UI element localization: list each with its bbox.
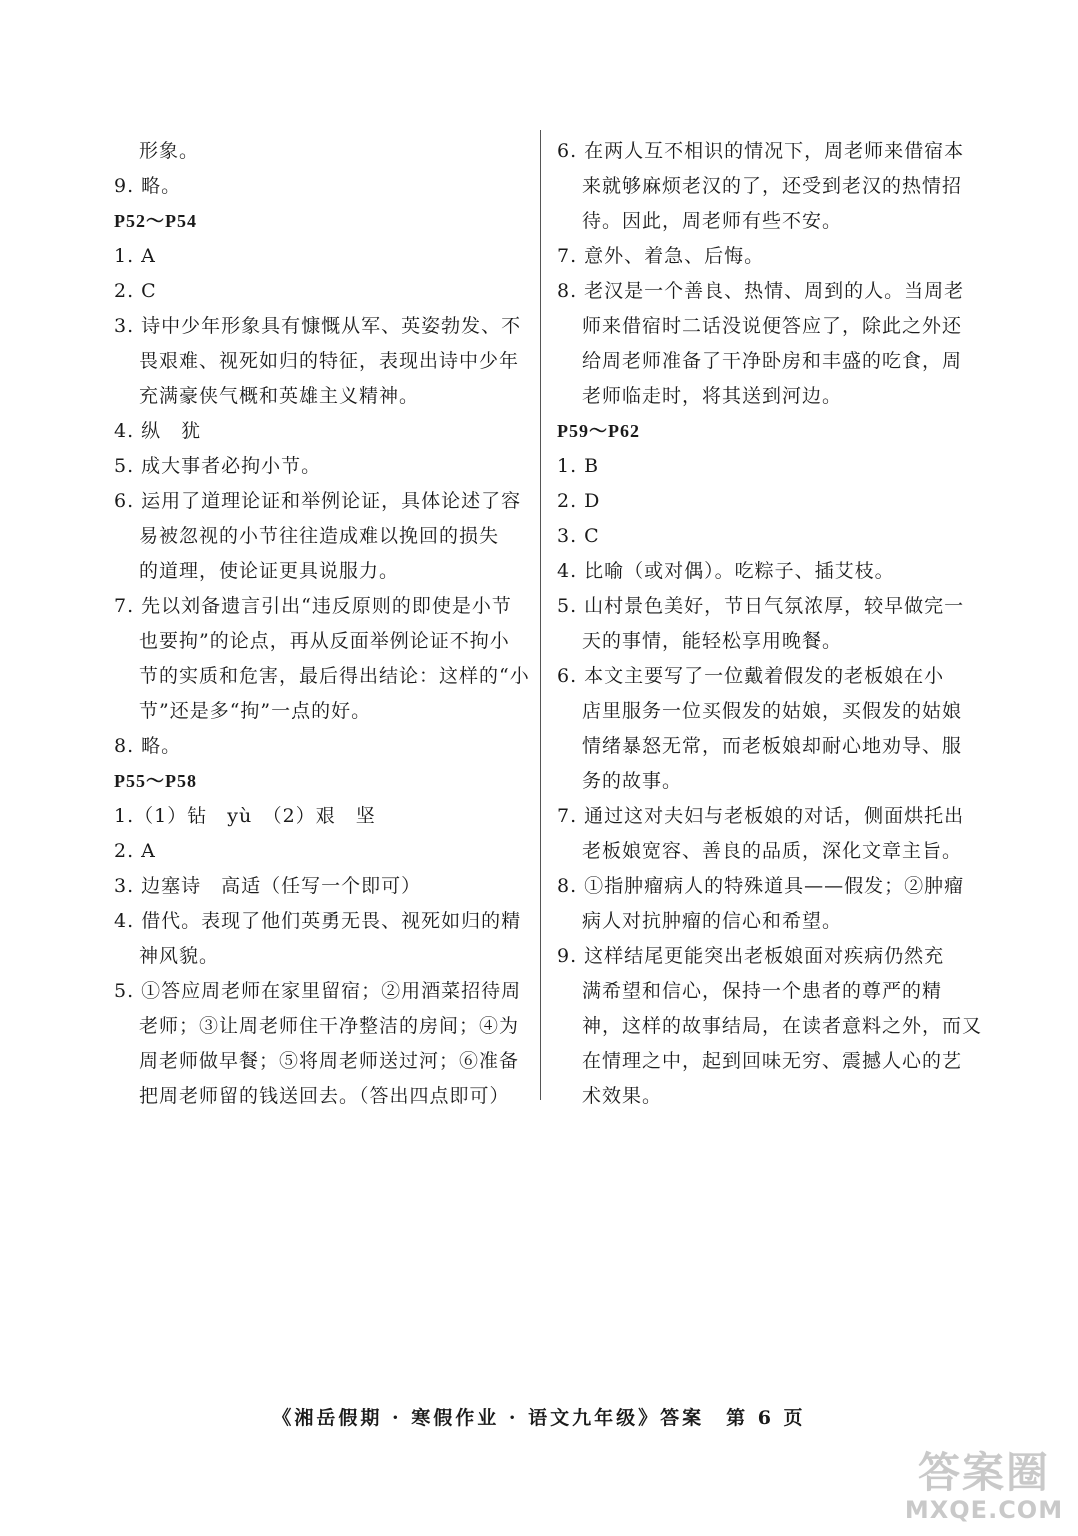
answer-line: 神风貌。 [139, 945, 220, 967]
answer-line: 形象。 [139, 140, 200, 162]
answer-line: 老师临走时，将其送到河边。 [582, 385, 843, 407]
answer-line: 待。因此，周老师有些不安。 [582, 210, 843, 232]
answer-line: 给周老师准备了干净卧房和丰盛的吃食，周 [582, 350, 963, 372]
answer-line: 的道理，使论证更具说服力。 [139, 560, 400, 582]
answer-line: 2. C [114, 280, 157, 302]
answer-line: 畏艰难、视死如归的特征，表现出诗中少年 [139, 350, 520, 372]
answer-line: 节的实质和危害，最后得出结论：这样的“小 [139, 665, 530, 687]
page-footer: 《湘岳假期 · 寒假作业 · 语文九年级》答案 第 6 页 [272, 1407, 806, 1429]
answer-line: 店里服务一位买假发的姑娘，买假发的姑娘 [582, 700, 963, 722]
answer-line: 易被忽视的小节往往造成难以挽回的损失 [139, 525, 500, 547]
answer-line: 4. 借代。表现了他们英勇无畏、视死如归的精 [114, 910, 522, 932]
answer-line: 4. 比喻（或对偶）。吃粽子、插艾枝。 [557, 560, 895, 582]
answer-line: 8. 老汉是一个善良、热情、周到的人。当周老 [557, 280, 965, 302]
answer-line: 2. A [114, 840, 156, 862]
right-column [557, 134, 983, 1114]
answer-line: 把周老师留的钱送回去。（答出四点即可） [139, 1085, 510, 1107]
left-column [114, 134, 530, 1114]
answer-line: 充满豪侠气概和英雄主义精神。 [139, 385, 420, 407]
answer-line: 2. D [557, 490, 601, 512]
answer-line: 老师；③让周老师住干净整洁的房间；④为 [139, 1015, 520, 1037]
answer-line: 来就够麻烦老汉的了，还受到老汉的热情招 [582, 175, 963, 197]
answer-line: 师来借宿时二话没说便答应了，除此之外还 [582, 315, 963, 337]
answer-line: 7. 通过这对夫妇与老板娘的对话，侧面烘托出 [557, 805, 965, 827]
answer-line: 情绪暴怒无常，而老板娘却耐心地劝导、服 [582, 735, 963, 757]
answer-line: 务的故事。 [582, 770, 683, 792]
answer-line: 7. 意外、着急、后悔。 [557, 245, 765, 267]
answer-line: 5. 成大事者必拘小节。 [114, 455, 322, 477]
answer-line: 6. 在两人互不相识的情况下，周老师来借宿本 [557, 140, 965, 162]
answer-line: 9. 这样结尾更能突出老板娘面对疾病仍然充 [557, 945, 945, 967]
answer-line: 6. 运用了道理论证和举例论证，具体论述了容 [114, 490, 522, 512]
answer-line: 1. A [114, 245, 156, 267]
answer-line: 6. 本文主要写了一位戴着假发的老板娘在小 [557, 665, 945, 687]
watermark-logo: 答案圈 [917, 1448, 1050, 1497]
answer-line: 3. C [557, 525, 600, 547]
answer-line: 满希望和信心，保持一个患者的尊严的精 [582, 980, 943, 1002]
answer-line: 在情理之中，起到回味无穷、震撼人心的艺 [582, 1050, 963, 1072]
answer-line: 1. B [557, 455, 600, 477]
answer-line: 病人对抗肿瘤的信心和希望。 [582, 910, 843, 932]
answer-line: 节”还是多“拘”一点的好。 [139, 700, 372, 722]
answer-line: 天的事情，能轻松享用晚餐。 [582, 630, 843, 652]
answer-line: 7. 先以刘备遗言引出“违反原则的即使是小节 [114, 595, 512, 617]
answer-line: 3. 边塞诗 高适（任写一个即可） [114, 875, 422, 897]
answer-line: 神，这样的故事结局，在读者意料之外，而又 [582, 1015, 983, 1037]
section-heading: P59～P62 [557, 421, 640, 441]
column-divider [540, 130, 541, 1100]
answer-line: 也要拘”的论点，再从反面举例论证不拘小 [139, 630, 510, 652]
answer-line: 5. ①答应周老师在家里留宿；②用酒菜招待周 [114, 980, 522, 1002]
answer-line: 4. 纵 犹 [114, 420, 202, 442]
watermark [898, 1450, 1070, 1530]
answer-line: 8. 略。 [114, 735, 182, 757]
answer-line: 术效果。 [582, 1085, 663, 1107]
watermark-url: MXQE.COM [904, 1496, 1064, 1524]
answer-line: 老板娘宽容、善良的品质，深化文章主旨。 [582, 840, 963, 862]
section-heading: P55～P58 [114, 771, 197, 791]
answer-line: 8. ①指肿瘤病人的特殊道具——假发；②肿瘤 [557, 875, 965, 897]
answer-line: 1.（1）钻 yù （2）艰 坚 [114, 805, 376, 827]
answer-line: 周老师做早餐；⑤将周老师送过河；⑥准备 [139, 1050, 520, 1072]
answer-line: 5. 山村景色美好，节日气氛浓厚，较早做完一 [557, 595, 965, 617]
answer-line: 9. 略。 [114, 175, 182, 197]
answer-line: 3. 诗中少年形象具有慷慨从军、英姿勃发、不 [114, 315, 522, 337]
section-heading: P52～P54 [114, 211, 197, 231]
